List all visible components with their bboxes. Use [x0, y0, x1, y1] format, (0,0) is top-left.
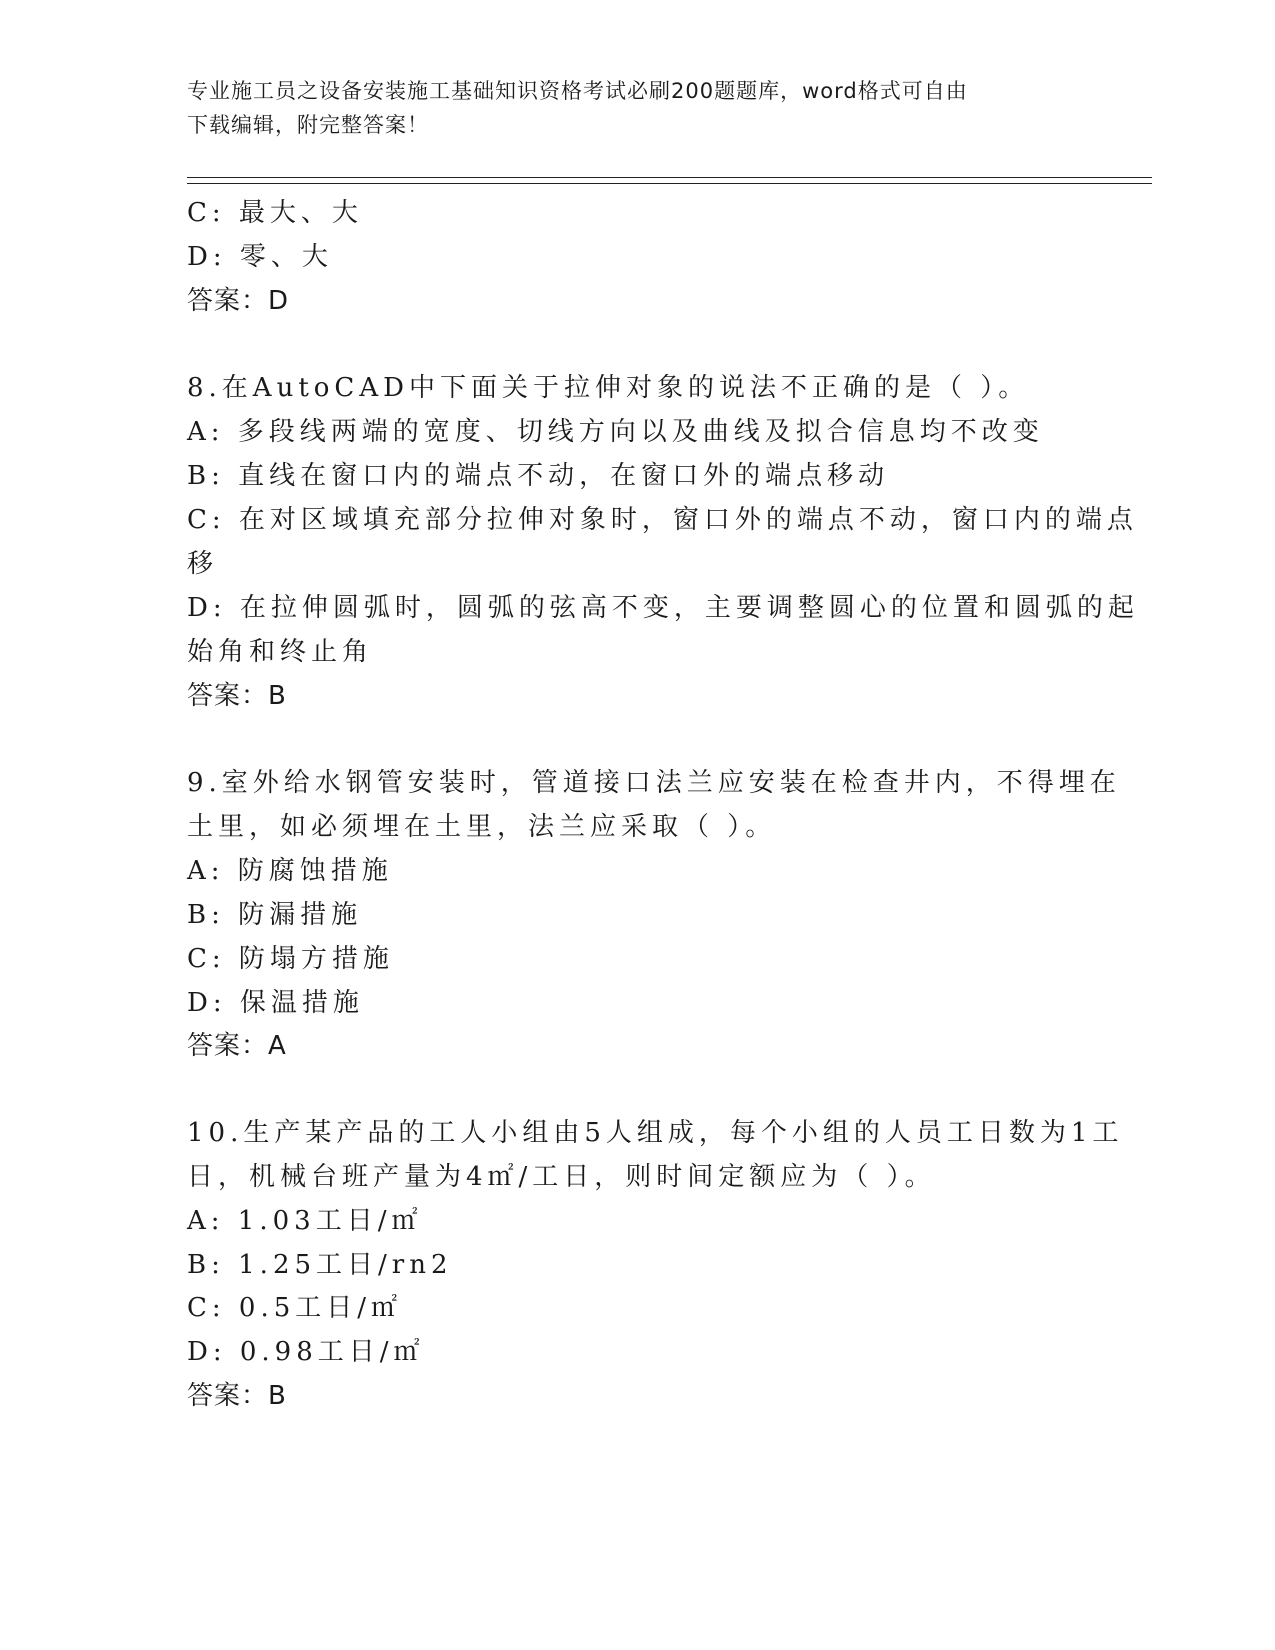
q9-option-d: D: 保温措施	[187, 988, 364, 1018]
q10-question-line-1: 10.生产某产品的工人小组由5人组成，每个小组的人员工日数为1工	[187, 1118, 1124, 1148]
q7-option-c: C: 最大、大	[187, 198, 363, 228]
q8-option-d-line-2: 始角和终止角	[187, 637, 374, 667]
q9-option-b: B: 防漏措施	[187, 900, 363, 930]
header-divider-top	[187, 177, 1152, 178]
q8-question: 8.在AutoCAD中下面关于拉伸对象的说法不正确的是（ ）。	[187, 373, 1030, 403]
q8-answer: 答案：B	[187, 681, 287, 711]
header-line-1: 专业施工员之设备安装施工基础知识资格考试必刷200题题库，word格式可自由	[187, 79, 968, 103]
q9-option-c: C: 防塌方措施	[187, 944, 394, 974]
document-header	[187, 74, 1067, 142]
q7-option-d: D: 零、大	[187, 242, 333, 272]
q10-option-c: C: 0.5工日/㎡	[187, 1293, 403, 1323]
q7-answer: 答案：D	[187, 286, 290, 316]
q10-question-line-2: 日，机械台班产量为4㎡/工日，则时间定额应为（ ）。	[187, 1162, 936, 1192]
q9-question-line-2: 土里，如必须埋在土里，法兰应采取（ ）。	[187, 812, 777, 842]
q8-option-a: A: 多段线两端的宽度、切线方向以及曲线及拟合信息均不改变	[187, 417, 1044, 447]
q9-option-a: A: 防腐蚀措施	[187, 856, 393, 886]
q8-option-c-line-1: C: 在对区域填充部分拉伸对象时，窗口外的端点不动，窗口内的端点	[187, 505, 1138, 535]
header-divider-bottom	[187, 183, 1152, 184]
q9-answer: 答案：A	[187, 1031, 287, 1061]
q8-option-d-line-1: D: 在拉伸圆弧时，圆弧的弦高不变，主要调整圆心的位置和圆弧的起	[187, 593, 1139, 623]
q9-question-line-1: 9.室外给水钢管安装时，管道接口法兰应安装在检查井内，不得埋在	[187, 768, 1121, 798]
q10-option-b: B: 1.25工日/rn2	[187, 1250, 453, 1280]
q10-answer: 答案：B	[187, 1381, 287, 1411]
q10-option-d: D: 0.98工日/㎡	[187, 1337, 425, 1367]
q8-option-b: B: 直线在窗口内的端点不动，在窗口外的端点移动	[187, 461, 890, 491]
header-line-2: 下载编辑，附完整答案！	[187, 113, 429, 137]
q10-option-a: A: 1.03工日/㎡	[187, 1206, 423, 1236]
q8-option-c-line-2: 移	[187, 549, 219, 579]
